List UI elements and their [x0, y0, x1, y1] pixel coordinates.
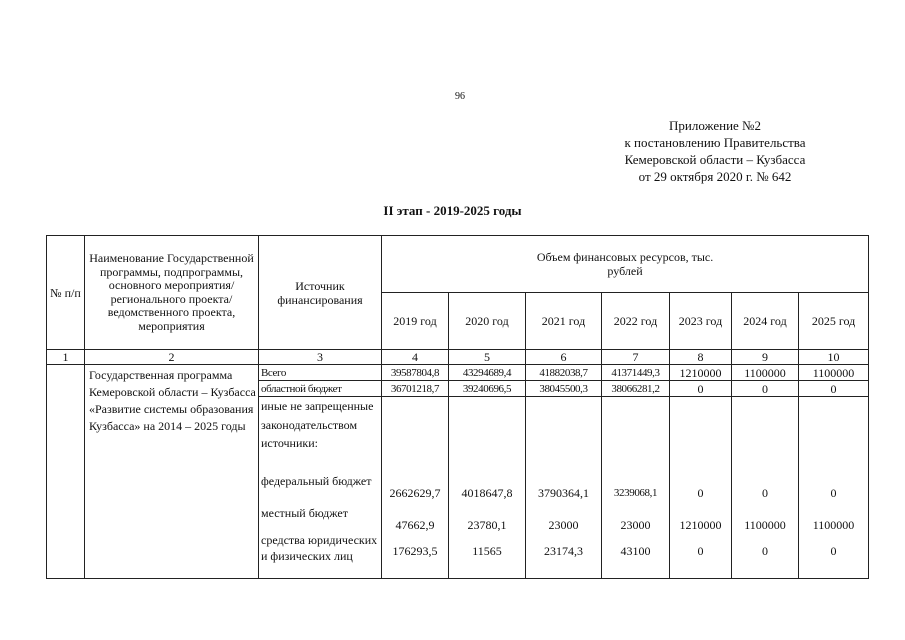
column-number: 3	[259, 350, 382, 365]
value-total-2022: 41371449,3	[602, 365, 670, 381]
values-2020-cell	[449, 397, 526, 579]
value-local-2019: 47662,9	[395, 518, 435, 532]
header-year-2025: 2025 год	[799, 293, 869, 350]
column-number: 1	[47, 350, 85, 365]
value-federal-2023: 0	[697, 486, 704, 500]
value-legal-2020: 11565	[472, 544, 502, 558]
header-year-2022: 2022 год	[602, 293, 670, 350]
values-2021-cell	[526, 397, 602, 579]
value-federal-2022: 3239068,1	[613, 487, 658, 499]
column-number: 4	[382, 350, 449, 365]
financing-table	[46, 235, 869, 579]
column-number: 5	[449, 350, 526, 365]
source-legal-entities: средства юридических и физических лиц	[261, 533, 378, 563]
value-legal-2022: 43100	[620, 544, 651, 558]
header-source: Источник финансирования	[259, 236, 382, 350]
value-total-2021: 41882038,7	[526, 365, 602, 381]
value-regional-2020: 39240696,5	[449, 381, 526, 397]
column-number: 10	[799, 350, 869, 365]
source-other-cell	[259, 397, 382, 579]
appendix-line: к постановлению Правительства	[624, 135, 806, 150]
page-number: 96	[455, 91, 465, 102]
values-2023-cell	[670, 397, 732, 579]
value-regional-2024: 0	[732, 381, 799, 397]
value-total-2025: 1100000	[799, 365, 869, 381]
stage-title: II этап - 2019-2025 годы	[383, 203, 522, 218]
header-year-2023: 2023 год	[670, 293, 732, 350]
value-total-2020: 43294689,4	[449, 365, 526, 381]
value-regional-2025: 0	[799, 381, 869, 397]
value-federal-2019: 2662629,7	[389, 486, 441, 500]
value-total-2019: 39587804,8	[382, 365, 449, 381]
values-2022-cell	[602, 397, 670, 579]
values-2019-cell	[382, 397, 449, 579]
column-number: 8	[670, 350, 732, 365]
value-regional-2022: 38066281,2	[602, 381, 670, 397]
source-local: местный бюджет	[261, 506, 348, 520]
appendix-line: Кемеровской области – Кузбасса	[624, 152, 806, 167]
table-row	[47, 365, 869, 381]
value-regional-2019: 36701218,7	[382, 381, 449, 397]
appendix-note	[590, 117, 840, 185]
values-2025-cell	[799, 397, 869, 579]
header-name: Наименование Государственной программы, подпрограммы, основного мероприятия/регионального проекта/ведомственного проекта, мероприятия	[85, 236, 259, 350]
header-year-2021: 2021 год	[526, 293, 602, 350]
value-federal-2020: 4018647,8	[461, 486, 513, 500]
value-regional-2023: 0	[670, 381, 732, 397]
value-local-2020: 23780,1	[467, 518, 507, 532]
header-year-2020: 2020 год	[449, 293, 526, 350]
header-year-2024: 2024 год	[732, 293, 799, 350]
appendix-line: от 29 октября 2020 г. № 642	[638, 169, 792, 184]
value-local-2023: 1210000	[679, 518, 722, 532]
header-volume: Объем финансовых ресурсов, тыс. рублей	[382, 236, 869, 293]
value-legal-2025: 0	[830, 544, 837, 558]
value-total-2024: 1100000	[732, 365, 799, 381]
program-name: Государственная программа Кемеровской области – Кузбасса «Развитие системы образования Кузбасса» на 2014 – 2025 годы	[85, 365, 259, 579]
value-legal-2021: 23174,3	[544, 544, 583, 558]
value-legal-2024: 0	[762, 544, 768, 558]
value-local-2021: 23000	[548, 518, 579, 532]
source-federal: федеральный бюджет	[261, 474, 372, 488]
value-federal-2021: 3790364,1	[538, 486, 589, 500]
value-legal-2023: 0	[697, 544, 704, 558]
source-regional: областной бюджет	[259, 381, 382, 397]
value-local-2025: 1100000	[812, 518, 855, 532]
column-number: 7	[602, 350, 670, 365]
value-local-2024: 1100000	[744, 518, 786, 532]
values-2024-cell	[732, 397, 799, 579]
column-number: 6	[526, 350, 602, 365]
column-number: 9	[732, 350, 799, 365]
value-total-2023: 1210000	[670, 365, 732, 381]
value-local-2022: 23000	[620, 518, 651, 532]
header-number: № п/п	[47, 236, 85, 350]
header-year-2019: 2019 год	[382, 293, 449, 350]
value-federal-2024: 0	[762, 486, 768, 500]
value-regional-2021: 38045500,3	[526, 381, 602, 397]
program-number	[47, 365, 85, 579]
value-legal-2019: 176293,5	[392, 544, 438, 558]
column-number: 2	[85, 350, 259, 365]
appendix-line: Приложение №2	[669, 118, 761, 133]
value-federal-2025: 0	[830, 486, 837, 500]
other-sources-label: иные не запрещенные законодательством источники:	[261, 399, 374, 450]
source-total: Всего	[259, 365, 382, 381]
